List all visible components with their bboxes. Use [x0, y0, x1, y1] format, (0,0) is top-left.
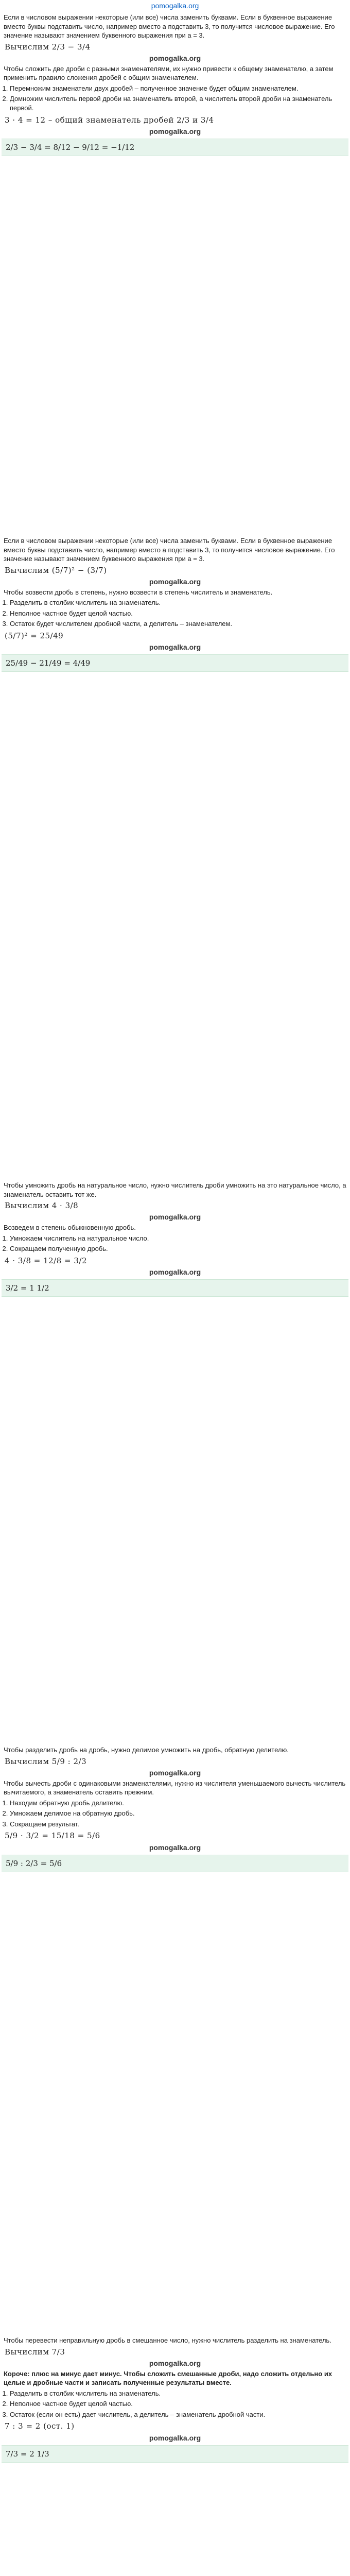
step-item: 1. Разделить в столбик числитель на знаменатель.: [10, 2389, 346, 2398]
step-item: 2. Неполное частное будет целой частью.: [10, 2399, 346, 2409]
answer-block: [2, 1178, 348, 1743]
step-item: 1. Перемножим знаменатели двух дробей – полученное значение будет общим знаменателем.: [10, 84, 346, 93]
explanation-text: Возведем в степень обыкновенную дробь.: [4, 1224, 136, 1232]
step-formula: 3 · 4 = 12 – общий знаменатель дробей 2/3 и 3/4: [5, 115, 214, 125]
intro-text: Чтобы умножить дробь на натуральное число, нужно числитель дроби умножить на это натуральное число, а знаменатель оставить тот же.: [4, 1181, 346, 1198]
steps-list: [10, 84, 346, 113]
task-formula: Вычислим 5/9 : 2/3: [5, 1756, 87, 1766]
explanation-text: Чтобы вычесть дроби с одинаковыми знаменателями, нужно из числителя уменьшаемого вычесть числитель вычитаемого, а знаменатель оставить прежним.: [4, 1779, 346, 1797]
step-formula: 7 : 3 = 2 (ост. 1): [5, 2421, 75, 2431]
intro-text: Если в числовом выражении некоторые (или все) числа заменить буквами. Если в буквенное выражение вместо буквы подставить число, например вместо a подставить 3, то получится числовое выражение. Его значение называют значением буквенного выражения при a = 3.: [4, 13, 335, 40]
step-item: 3. Остаток будет числителем дробной части, а делитель – знаменателем.: [10, 619, 346, 629]
watermark: pomogalka.org: [149, 1213, 201, 1222]
steps-list: [10, 1234, 346, 1253]
step-item: 1. Разделить в столбик числитель на знаменатель.: [10, 598, 346, 607]
step-formula: (5/7)² = 25/49: [5, 631, 64, 640]
answer-block: [2, 534, 348, 1178]
watermark: pomogalka.org: [149, 577, 201, 586]
answer-block: [2, 2333, 348, 2576]
step-item: 2. Неполное частное будет целой частью.: [10, 609, 346, 618]
watermark: pomogalka.org: [149, 1268, 201, 1277]
step-item: 3. Остаток (если он есть) дает числитель, а делитель – знаменатель дробной части.: [10, 2410, 346, 2419]
intro-text: Чтобы разделить дробь на дробь, нужно делимое умножить на дробь, обратную делителю.: [4, 1746, 289, 1754]
task-formula: Вычислим 2/3 − 3/4: [5, 42, 91, 52]
explanation-text: Чтобы сложить две дроби с разными знаменателями, их нужно привести к общему знаменателю, а затем применить правило сложения дробей с общим знаменателем.: [4, 64, 334, 82]
explanation-text: Чтобы возвести дробь в степень, нужно возвести в степень числитель и знаменатель.: [4, 588, 273, 596]
step-item: 2. Сокращаем полученную дробь.: [10, 1244, 346, 1253]
step-item: 2. Умножаем делимое на обратную дробь.: [10, 1809, 346, 1818]
site-header[interactable]: pomogalka.org: [151, 2, 199, 10]
result-bar: 2/3 − 3/4 = 8/12 − 9/12 = −1/12: [2, 139, 348, 156]
steps-list: [10, 1799, 346, 1829]
step-item: 1. Находим обратную дробь делителю.: [10, 1799, 346, 1808]
task-formula: Вычислим (5/7)² − (3/7): [5, 565, 107, 575]
watermark: pomogalka.org: [149, 2433, 201, 2442]
watermark: pomogalka.org: [149, 54, 201, 62]
step-item: 1. Умножаем числитель на натуральное число.: [10, 1234, 346, 1243]
result-bar: 7/3 = 2 1/3: [2, 2445, 348, 2463]
step-item: 2. Домножим числитель первой дроби на знаменатель второй, а числитель второй дроби на знаменатель первой.: [10, 94, 346, 112]
result-bar: 25/49 − 21/49 = 4/49: [2, 654, 348, 672]
watermark: pomogalka.org: [149, 643, 201, 652]
answer-block: [2, 10, 348, 534]
steps-list: [10, 598, 346, 629]
steps-list: [10, 2389, 346, 2419]
watermark: pomogalka.org: [149, 2359, 201, 2367]
result-bar: 3/2 = 1 1/2: [2, 1279, 348, 1297]
answer-block: [2, 1743, 348, 2333]
watermark: pomogalka.org: [149, 127, 201, 135]
intro-text: Чтобы перевести неправильную дробь в смешанное число, нужно числитель разделить на знаменатель.: [4, 2336, 331, 2344]
result-bar: 5/9 : 2/3 = 5/6: [2, 1855, 348, 1872]
task-formula: Вычислим 4 · 3/8: [5, 1201, 79, 1211]
watermark: pomogalka.org: [149, 1843, 201, 1852]
watermark: pomogalka.org: [149, 1768, 201, 1777]
task-formula: Вычислим 7/3: [5, 2347, 65, 2357]
intro-text: Если в числовом выражении некоторые (или все) числа заменить буквами. Если в буквенное выражение вместо буквы подставить число, например вместо a подставить 3, то получится числовое выражение. Его значение называют значением буквенного выражения при a = 3.: [4, 537, 335, 563]
step-formula: 4 · 3/8 = 12/8 = 3/2: [5, 1256, 87, 1265]
step-item: 3. Сокращаем результат.: [10, 1820, 346, 1829]
step-formula: 5/9 · 3/2 = 15/18 = 5/6: [5, 1831, 100, 1841]
explanation-text: Короче: плюс на минус дает минус. Чтобы сложить смешанные дроби, надо сложить отдельно их целые и дробные части и записать полученные результаты вместе.: [4, 2369, 332, 2387]
